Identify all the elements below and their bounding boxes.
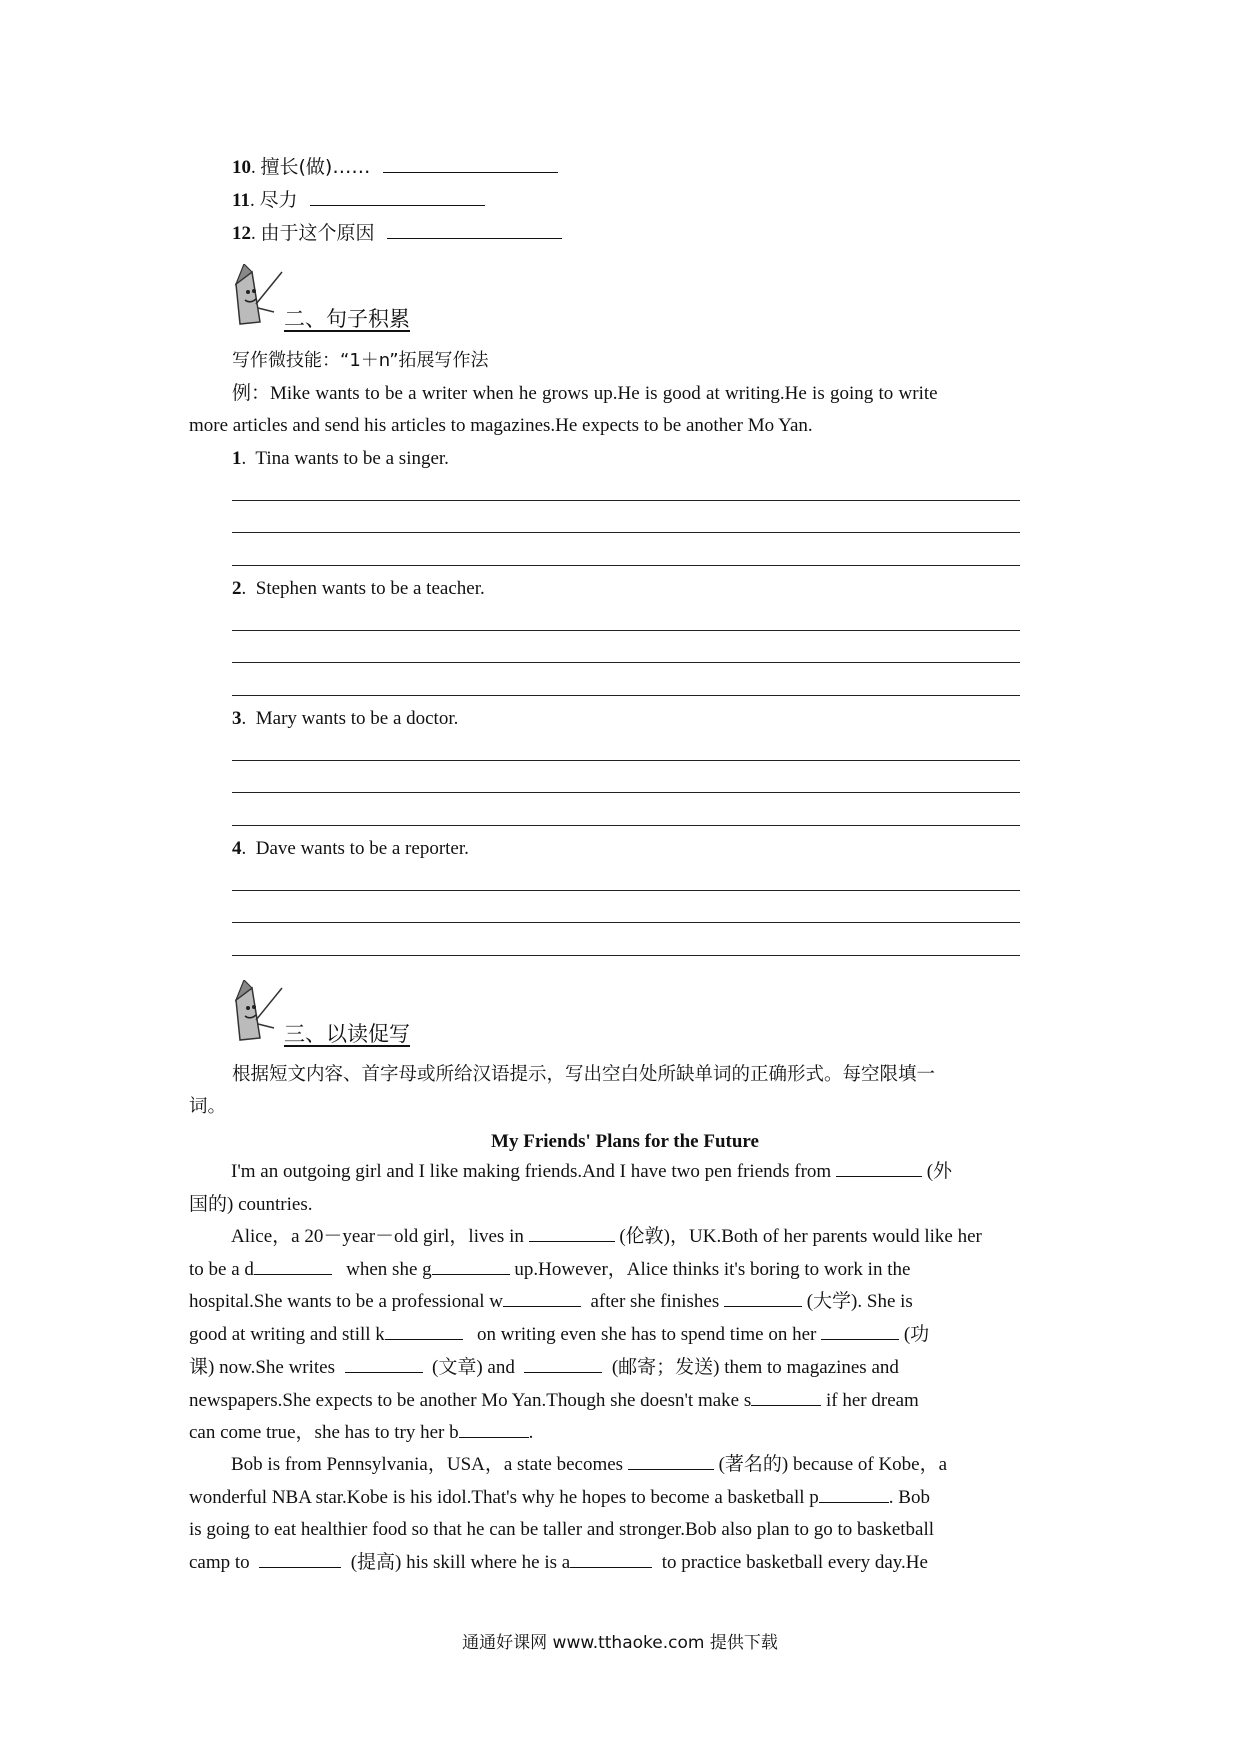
paragraph-text: Alice，a 20－year－old girl，lives in [231, 1226, 524, 1247]
vocab-prompt: 由于这个原因 [260, 222, 375, 244]
answer-blank[interactable] [819, 1488, 889, 1503]
answer-line[interactable] [232, 922, 1020, 923]
item-separator: . [251, 223, 256, 244]
answer-blank[interactable] [254, 1260, 332, 1275]
paragraph-text: is going to eat healthier food so that he can be taller and stronger.Bob also plan to go to basketball [189, 1519, 935, 1541]
answer-line[interactable] [232, 630, 1020, 631]
answer-line[interactable] [232, 825, 1020, 826]
sentence-item-4: 4. Dave wants to be a reporter. [232, 838, 469, 859]
answer-blank[interactable] [724, 1292, 802, 1307]
example-line-1: 例：Mike wants to be a writer when he grows up.He is good at writing.He is going to write [232, 383, 938, 404]
answer-blank[interactable] [387, 224, 562, 239]
pencil-mascot-icon [230, 980, 286, 1042]
answer-blank[interactable] [821, 1325, 899, 1340]
section-heading-reading: 三、以读促写 [284, 1022, 410, 1046]
paragraph-text: after she finishes [590, 1291, 720, 1313]
paragraph-text: newspapers.She expects to be another Mo Yan.Though she doesn't make s [189, 1389, 752, 1411]
paragraph-text: if her dream [826, 1389, 919, 1411]
section-heading-sentences: 二、句子积累 [284, 307, 410, 331]
paragraph-text: can come true，she has to try her b [189, 1422, 459, 1444]
paragraph-text: Bob is from Pennsylvania，USA，a state becomes [231, 1454, 624, 1475]
pencil-mascot-icon [230, 264, 286, 326]
paragraph-text: (伦敦)，UK.Both of her parents would like her [619, 1226, 982, 1247]
answer-blank[interactable] [503, 1292, 581, 1307]
paragraph-3 [189, 1449, 1061, 1580]
answer-blank[interactable] [383, 158, 558, 173]
vocab-prompt: 尽力 [259, 189, 298, 211]
answer-blank[interactable] [529, 1227, 615, 1242]
paragraph-2 [189, 1221, 1061, 1450]
paragraph-text: camp to [189, 1552, 250, 1574]
answer-blank[interactable] [345, 1358, 423, 1373]
paragraph-text: 国的) countries. [189, 1193, 313, 1215]
item-separator: . [251, 157, 256, 178]
answer-line[interactable] [232, 500, 1020, 501]
paragraph-text: when she g [346, 1258, 432, 1280]
answer-blank[interactable] [836, 1162, 922, 1177]
paragraph-text: on writing even she has to spend time on her [477, 1324, 817, 1346]
paragraph-text: . [528, 1422, 534, 1444]
answer-line[interactable] [232, 760, 1020, 761]
paragraph-text: up.However，Alice thinks it's boring to work in the [514, 1258, 911, 1280]
answer-blank[interactable] [385, 1325, 463, 1340]
vocab-item-10 [232, 158, 558, 177]
item-number: 10 [232, 157, 251, 178]
item-number: 12 [232, 223, 251, 244]
vocab-item-12 [232, 224, 562, 243]
paragraph-text: I'm an outgoing girl and I like making friends.And I have two pen friends from [231, 1161, 832, 1182]
answer-blank[interactable] [628, 1455, 714, 1470]
item-number: 4 [232, 838, 242, 859]
paragraph-text: to be a d [189, 1258, 254, 1280]
hint-text: (外 [926, 1161, 953, 1182]
answer-line[interactable] [232, 532, 1020, 533]
vocab-prompt: 擅长(做)…… [260, 156, 371, 178]
paragraph-text: wonderful NBA star.Kobe is his idol.That's why he hopes to become a basketball p [189, 1486, 819, 1508]
answer-line[interactable] [232, 565, 1020, 566]
instruction-line-2: 词。 [189, 1096, 227, 1117]
answer-blank[interactable] [259, 1553, 341, 1568]
writing-skill-note: 写作微技能：“1＋n”拓展写作法 [232, 350, 489, 371]
paragraph-text: hospital.She wants to be a professional w [189, 1291, 503, 1313]
answer-blank[interactable] [459, 1423, 529, 1438]
paragraph-1 [189, 1156, 1061, 1221]
answer-blank[interactable] [524, 1358, 602, 1373]
paragraph-text: (文章) and [432, 1356, 515, 1378]
item-prompt: Mary wants to be a doctor. [255, 708, 459, 729]
paragraph-text: good at writing and still k [189, 1324, 385, 1346]
answer-line[interactable] [232, 792, 1020, 793]
sentence-item-2: 2. Stephen wants to be a teacher. [232, 578, 485, 599]
item-separator: . [249, 190, 255, 211]
item-number: 2 [232, 578, 242, 599]
passage-title: My Friends' Plans for the Future [491, 1131, 759, 1152]
answer-line[interactable] [232, 695, 1020, 696]
answer-line[interactable] [232, 955, 1020, 956]
answer-blank[interactable] [570, 1553, 652, 1568]
instruction-line-1: 根据短文内容、首字母或所给汉语提示，写出空白处所缺单词的正确形式。每空限填一 [232, 1064, 936, 1085]
sentence-item-3: 3. Mary wants to be a doctor. [232, 708, 459, 729]
paragraph-text: (大学). She is [806, 1291, 913, 1313]
paragraph-text: (功 [903, 1324, 930, 1346]
paragraph-text: to practice basketball every day.He [661, 1552, 928, 1574]
paragraph-text: (邮寄；发送) them to magazines and [611, 1356, 899, 1378]
item-prompt: Stephen wants to be a teacher. [255, 578, 485, 599]
paragraph-text: (提高) his skill where he is a [350, 1552, 571, 1574]
example-line-2: more articles and send his articles to magazines.He expects to be another Mo Yan. [189, 415, 813, 436]
answer-line[interactable] [232, 890, 1020, 891]
answer-blank[interactable] [432, 1260, 510, 1275]
paragraph-text: 课) now.She writes [189, 1356, 335, 1378]
item-number: 3 [232, 708, 242, 729]
answer-blank[interactable] [310, 191, 485, 206]
vocab-item-11 [232, 191, 485, 210]
item-prompt: Dave wants to be a reporter. [255, 838, 469, 859]
answer-line[interactable] [232, 662, 1020, 663]
sentence-item-1: 1. Tina wants to be a singer. [232, 448, 449, 469]
item-number: 1 [232, 448, 242, 469]
item-number: 11 [232, 190, 250, 211]
page-footer: 通通好课网 www.tthaoke.com 提供下载 [462, 1633, 778, 1653]
answer-blank[interactable] [751, 1391, 821, 1406]
item-prompt: Tina wants to be a singer. [255, 448, 449, 469]
paragraph-text: (著名的) because of Kobe，a [718, 1454, 948, 1475]
paragraph-text: . Bob [888, 1486, 930, 1508]
